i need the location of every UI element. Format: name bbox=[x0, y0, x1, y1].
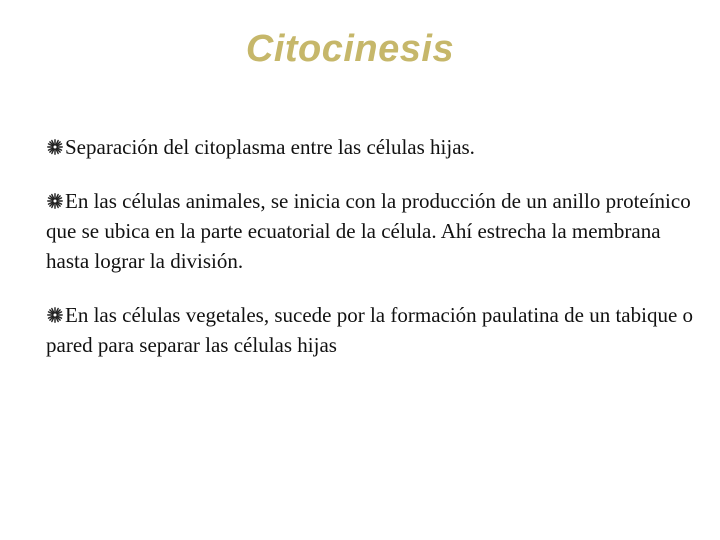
bullet-text: En las células animales, se inicia con la producción de un anillo proteínico que se ubica en la parte ecuatorial de la célula. Ahí estrecha la membrana hasta lograr la división. bbox=[46, 189, 691, 273]
bullet-item bbox=[46, 132, 696, 162]
bullet-text: Separación del citoplasma entre las células hijas. bbox=[65, 135, 475, 159]
bullet-item bbox=[46, 300, 696, 360]
slide-title: Citocinesis bbox=[245, 28, 455, 70]
bullet-text: En las células vegetales, sucede por la formación paulatina de un tabique o pared para separar las células hijas bbox=[46, 303, 694, 357]
asterisk-star-icon bbox=[46, 138, 64, 156]
asterisk-star-icon bbox=[46, 306, 64, 324]
bullet-item bbox=[46, 186, 696, 276]
bullet-list bbox=[46, 132, 696, 384]
asterisk-star-icon bbox=[46, 192, 64, 210]
